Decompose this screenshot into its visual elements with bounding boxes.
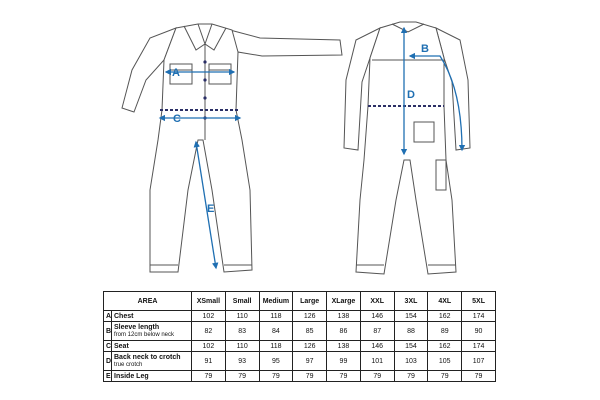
table-cell: 99 <box>327 352 361 371</box>
table-cell: 79 <box>394 371 428 382</box>
marker-a: A <box>172 67 180 79</box>
marker-c: C <box>173 113 181 125</box>
row-area-name: Inside Leg <box>114 372 149 380</box>
table-row <box>104 352 496 371</box>
marker-e: E <box>207 203 215 215</box>
table-row <box>104 311 496 322</box>
table-cell: 126 <box>293 341 327 352</box>
table-cell: 79 <box>225 371 259 382</box>
row-code: D <box>104 352 112 371</box>
table-cell: 79 <box>428 371 462 382</box>
table-cell: 79 <box>327 371 361 382</box>
table-cell: 102 <box>192 341 226 352</box>
table-cell: 79 <box>462 371 496 382</box>
table-cell: 110 <box>225 341 259 352</box>
row-area <box>112 311 192 322</box>
row-code: B <box>104 322 112 341</box>
table-cell: 79 <box>293 371 327 382</box>
coverall-front-view <box>122 24 342 272</box>
table-cell: 90 <box>462 322 496 341</box>
table-cell: 91 <box>192 352 226 371</box>
table-cell: 146 <box>360 311 394 322</box>
table-cell: 146 <box>360 341 394 352</box>
size-chart-table <box>103 291 496 382</box>
size-header: XXL <box>360 292 394 311</box>
table-cell: 101 <box>360 352 394 371</box>
table-cell: 86 <box>327 322 361 341</box>
table-cell: 154 <box>394 311 428 322</box>
table-cell: 84 <box>259 322 293 341</box>
row-area-name: Sleeve length <box>114 324 160 331</box>
table-row <box>104 322 496 341</box>
table-cell: 138 <box>327 311 361 322</box>
table-cell: 88 <box>394 322 428 341</box>
row-code: E <box>104 371 112 382</box>
row-area <box>112 322 192 341</box>
marker-b: B <box>421 43 429 55</box>
table-cell: 85 <box>293 322 327 341</box>
row-area <box>112 341 192 352</box>
table-cell: 83 <box>225 322 259 341</box>
table-cell: 79 <box>360 371 394 382</box>
table-cell: 174 <box>462 311 496 322</box>
row-area-note: true crotch <box>114 362 143 368</box>
table-cell: 154 <box>394 341 428 352</box>
table-row <box>104 371 496 382</box>
row-area-name: Chest <box>114 312 134 320</box>
table-cell: 162 <box>428 341 462 352</box>
size-header: 5XL <box>462 292 496 311</box>
table-cell: 107 <box>462 352 496 371</box>
table-cell: 103 <box>394 352 428 371</box>
table-cell: 102 <box>192 311 226 322</box>
row-area-name: Back neck to crotch <box>114 354 181 361</box>
area-header: AREA <box>104 292 192 311</box>
table-row <box>104 341 496 352</box>
row-code: A <box>104 311 112 322</box>
table-cell: 126 <box>293 311 327 322</box>
row-area <box>112 371 192 382</box>
table-cell: 105 <box>428 352 462 371</box>
size-header: XSmall <box>192 292 226 311</box>
table-cell: 87 <box>360 322 394 341</box>
table-cell: 118 <box>259 311 293 322</box>
row-area-name: Seat <box>114 342 129 350</box>
table-cell: 79 <box>192 371 226 382</box>
table-cell: 174 <box>462 341 496 352</box>
size-header: 3XL <box>394 292 428 311</box>
row-area-note: from 12cm below neck <box>114 332 175 338</box>
size-header: Medium <box>259 292 293 311</box>
coverall-back-view <box>344 22 470 274</box>
size-header: Large <box>293 292 327 311</box>
table-cell: 162 <box>428 311 462 322</box>
marker-d: D <box>407 89 415 101</box>
size-header: XLarge <box>327 292 361 311</box>
table-cell: 93 <box>225 352 259 371</box>
table-cell: 89 <box>428 322 462 341</box>
size-header: Small <box>225 292 259 311</box>
size-header: 4XL <box>428 292 462 311</box>
table-cell: 97 <box>293 352 327 371</box>
table-cell: 95 <box>259 352 293 371</box>
table-cell: 79 <box>259 371 293 382</box>
row-area <box>112 352 192 371</box>
table-cell: 110 <box>225 311 259 322</box>
table-cell: 82 <box>192 322 226 341</box>
table-cell: 138 <box>327 341 361 352</box>
table-cell: 118 <box>259 341 293 352</box>
row-code: C <box>104 341 112 352</box>
size-chart-header-row <box>104 292 496 311</box>
